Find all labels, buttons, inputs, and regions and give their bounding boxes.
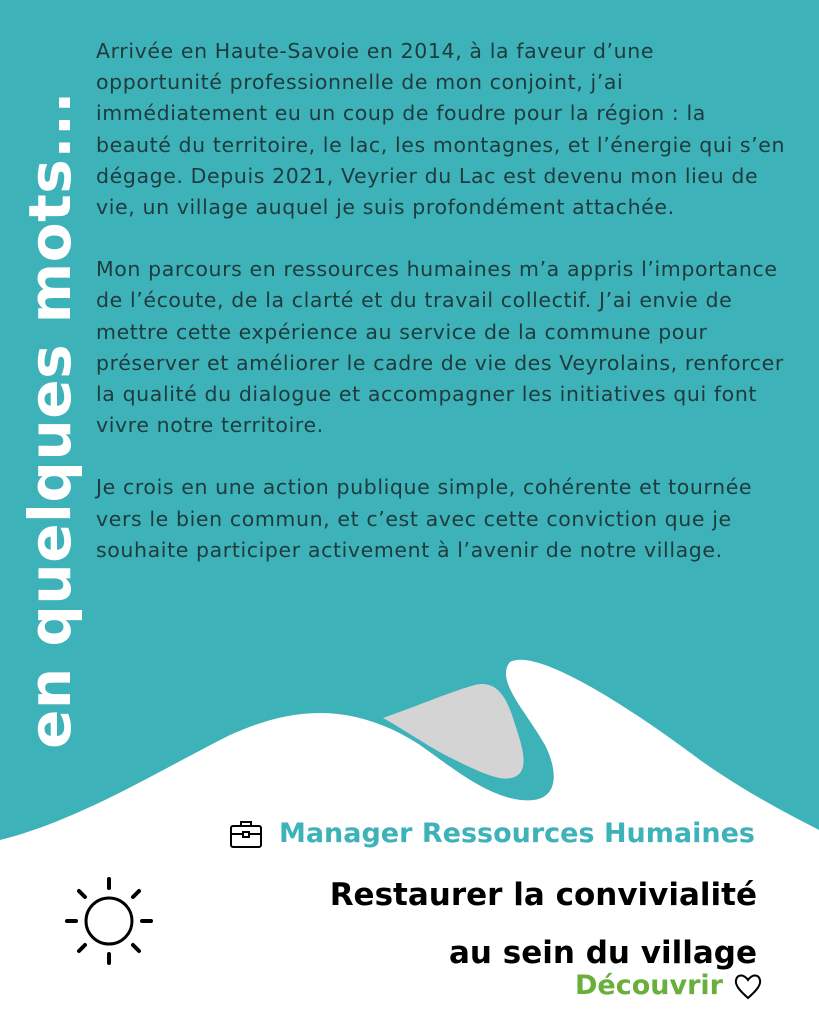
job-title-row: [229, 818, 755, 849]
biography-paragraph: Mon parcours en ressources humaines m’a appris l’importance de l’écoute, de la clarté et du travail collectif. J’ai envie de mettre cette expérience au service de la commune pour préserver et améliorer le cadre de vie des Veyrolains, renforcer la qualité du dialogue et accompagner les initiatives qui font vivre notre territoire.: [96, 257, 784, 438]
sun-icon: [64, 876, 154, 966]
biography-paragraph: Arrivée en Haute-Savoie en 2014, à la faveur d’une opportunité professionnelle de mon conjoint, j’ai immédiatement eu un coup de foudre pour la région : la beauté du territoire, le lac, les montagnes, et l’énergie qui s’en dégage. Depuis 2021, Veyrier du Lac est devenu mon lieu de vie, un village auquel je suis profondément attachée.: [96, 39, 786, 220]
biography-paragraph: Je crois en une action publique simple, cohérente et tournée vers le bien commun, et c’est avec cette conviction que je souhaite participer activement à l’avenir de notre village.: [96, 475, 753, 562]
discover-label[interactable]: Découvrir: [575, 970, 723, 1001]
slogan: [330, 866, 757, 982]
heart-icon[interactable]: [733, 971, 763, 1001]
briefcase-icon: [229, 819, 263, 849]
biography-text: [96, 36, 786, 597]
slogan-line: Restaurer la convivialité: [329, 877, 757, 913]
discover-link[interactable]: [575, 970, 763, 1001]
job-title: Manager Ressources Humaines: [278, 818, 755, 849]
side-title: en quelques mots...: [16, 91, 84, 749]
slogan-line: au sein du village: [448, 935, 757, 971]
